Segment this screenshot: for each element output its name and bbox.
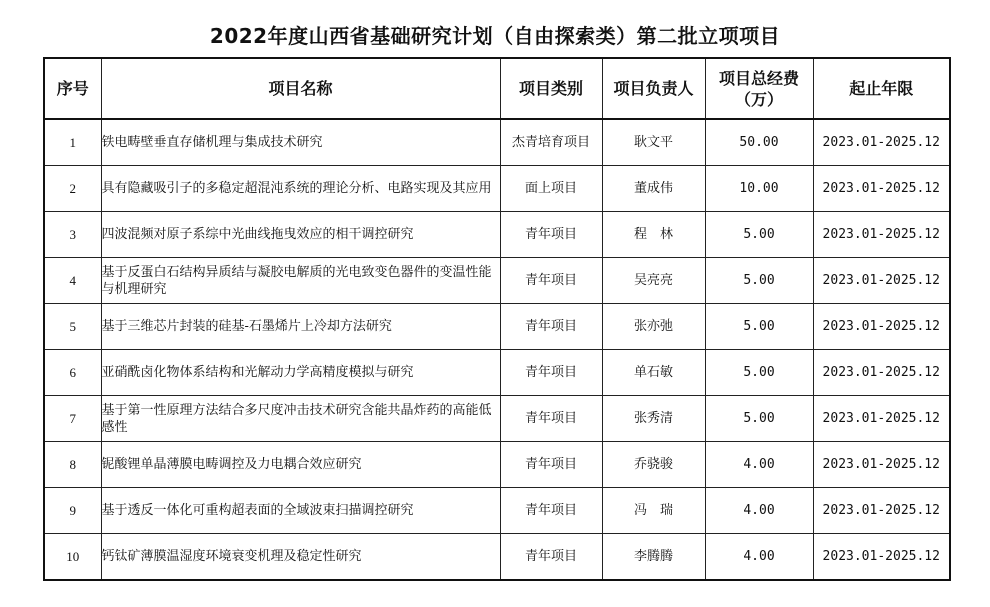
cell-funding: 50.00 bbox=[705, 119, 813, 166]
cell-period: 2023.01-2025.12 bbox=[813, 442, 950, 488]
header-index: 序号 bbox=[44, 58, 101, 119]
cell-period: 2023.01-2025.12 bbox=[813, 166, 950, 212]
cell-project-name: 钙钛矿薄膜温湿度环境衰变机理及稳定性研究 bbox=[101, 534, 500, 581]
table-row bbox=[44, 304, 950, 350]
header-name: 项目名称 bbox=[101, 58, 500, 119]
cell-project-name: 基于反蛋白石结构异质结与凝胶电解质的光电致变色器件的变温性能与机理研究 bbox=[101, 258, 500, 304]
document-title: 2022年度山西省基础研究计划（自由探索类）第二批立项项目 bbox=[209, 24, 781, 48]
cell-period: 2023.01-2025.12 bbox=[813, 212, 950, 258]
cell-funding: 5.00 bbox=[705, 304, 813, 350]
cell-leader: 冯 瑞 bbox=[602, 488, 705, 534]
cell-category: 青年项目 bbox=[500, 304, 602, 350]
header-period: 起止年限 bbox=[813, 58, 950, 119]
cell-period: 2023.01-2025.12 bbox=[813, 304, 950, 350]
table-row bbox=[44, 119, 950, 166]
cell-index: 8 bbox=[44, 442, 101, 488]
cell-index: 4 bbox=[44, 258, 101, 304]
header-category: 项目类别 bbox=[500, 58, 602, 119]
cell-leader: 耿文平 bbox=[602, 119, 705, 166]
cell-period: 2023.01-2025.12 bbox=[813, 534, 950, 581]
cell-category: 青年项目 bbox=[500, 534, 602, 581]
cell-index: 5 bbox=[44, 304, 101, 350]
cell-category: 青年项目 bbox=[500, 212, 602, 258]
cell-funding: 4.00 bbox=[705, 442, 813, 488]
cell-index: 1 bbox=[44, 119, 101, 166]
cell-index: 3 bbox=[44, 212, 101, 258]
table-row bbox=[44, 534, 950, 581]
cell-funding: 5.00 bbox=[705, 212, 813, 258]
table-row bbox=[44, 350, 950, 396]
header-leader: 项目负责人 bbox=[602, 58, 705, 119]
cell-index: 2 bbox=[44, 166, 101, 212]
cell-project-name: 四波混频对原子系综中光曲线拖曳效应的相干调控研究 bbox=[101, 212, 500, 258]
cell-project-name: 基于第一性原理方法结合多尺度冲击技术研究含能共晶炸药的高能低感性 bbox=[101, 396, 500, 442]
cell-project-name: 基于透反一体化可重构超表面的全域波束扫描调控研究 bbox=[101, 488, 500, 534]
cell-leader: 李腾腾 bbox=[602, 534, 705, 581]
cell-funding: 4.00 bbox=[705, 534, 813, 581]
cell-category: 青年项目 bbox=[500, 350, 602, 396]
cell-index: 10 bbox=[44, 534, 101, 581]
table-row bbox=[44, 212, 950, 258]
cell-category: 青年项目 bbox=[500, 258, 602, 304]
project-table bbox=[43, 57, 951, 581]
cell-period: 2023.01-2025.12 bbox=[813, 258, 950, 304]
cell-funding: 10.00 bbox=[705, 166, 813, 212]
cell-index: 9 bbox=[44, 488, 101, 534]
cell-period: 2023.01-2025.12 bbox=[813, 396, 950, 442]
cell-project-name: 具有隐藏吸引子的多稳定超混沌系统的理论分析、电路实现及其应用 bbox=[101, 166, 500, 212]
cell-leader: 张亦弛 bbox=[602, 304, 705, 350]
cell-leader: 吴亮亮 bbox=[602, 258, 705, 304]
cell-category: 面上项目 bbox=[500, 166, 602, 212]
table-row bbox=[44, 258, 950, 304]
cell-project-name: 铌酸锂单晶薄膜电畴调控及力电耦合效应研究 bbox=[101, 442, 500, 488]
cell-index: 6 bbox=[44, 350, 101, 396]
cell-leader: 乔骁骏 bbox=[602, 442, 705, 488]
table-row bbox=[44, 488, 950, 534]
cell-index: 7 bbox=[44, 396, 101, 442]
cell-leader: 单石敏 bbox=[602, 350, 705, 396]
cell-leader: 程 林 bbox=[602, 212, 705, 258]
cell-funding: 5.00 bbox=[705, 350, 813, 396]
table-row bbox=[44, 166, 950, 212]
cell-leader: 张秀清 bbox=[602, 396, 705, 442]
header-funding: 项目总经费（万） bbox=[705, 58, 813, 119]
cell-funding: 4.00 bbox=[705, 488, 813, 534]
cell-project-name: 基于三维芯片封装的硅基-石墨烯片上冷却方法研究 bbox=[101, 304, 500, 350]
cell-project-name: 亚硝酰卤化物体系结构和光解动力学高精度模拟与研究 bbox=[101, 350, 500, 396]
cell-funding: 5.00 bbox=[705, 396, 813, 442]
table-row bbox=[44, 396, 950, 442]
cell-category: 青年项目 bbox=[500, 488, 602, 534]
cell-period: 2023.01-2025.12 bbox=[813, 350, 950, 396]
table-row bbox=[44, 442, 950, 488]
cell-funding: 5.00 bbox=[705, 258, 813, 304]
cell-category: 青年项目 bbox=[500, 442, 602, 488]
table-header-row bbox=[44, 58, 950, 119]
cell-period: 2023.01-2025.12 bbox=[813, 488, 950, 534]
cell-period: 2023.01-2025.12 bbox=[813, 119, 950, 166]
cell-project-name: 铁电畴壁垂直存储机理与集成技术研究 bbox=[101, 119, 500, 166]
cell-category: 杰青培育项目 bbox=[500, 119, 602, 166]
cell-category: 青年项目 bbox=[500, 396, 602, 442]
cell-leader: 董成伟 bbox=[602, 166, 705, 212]
